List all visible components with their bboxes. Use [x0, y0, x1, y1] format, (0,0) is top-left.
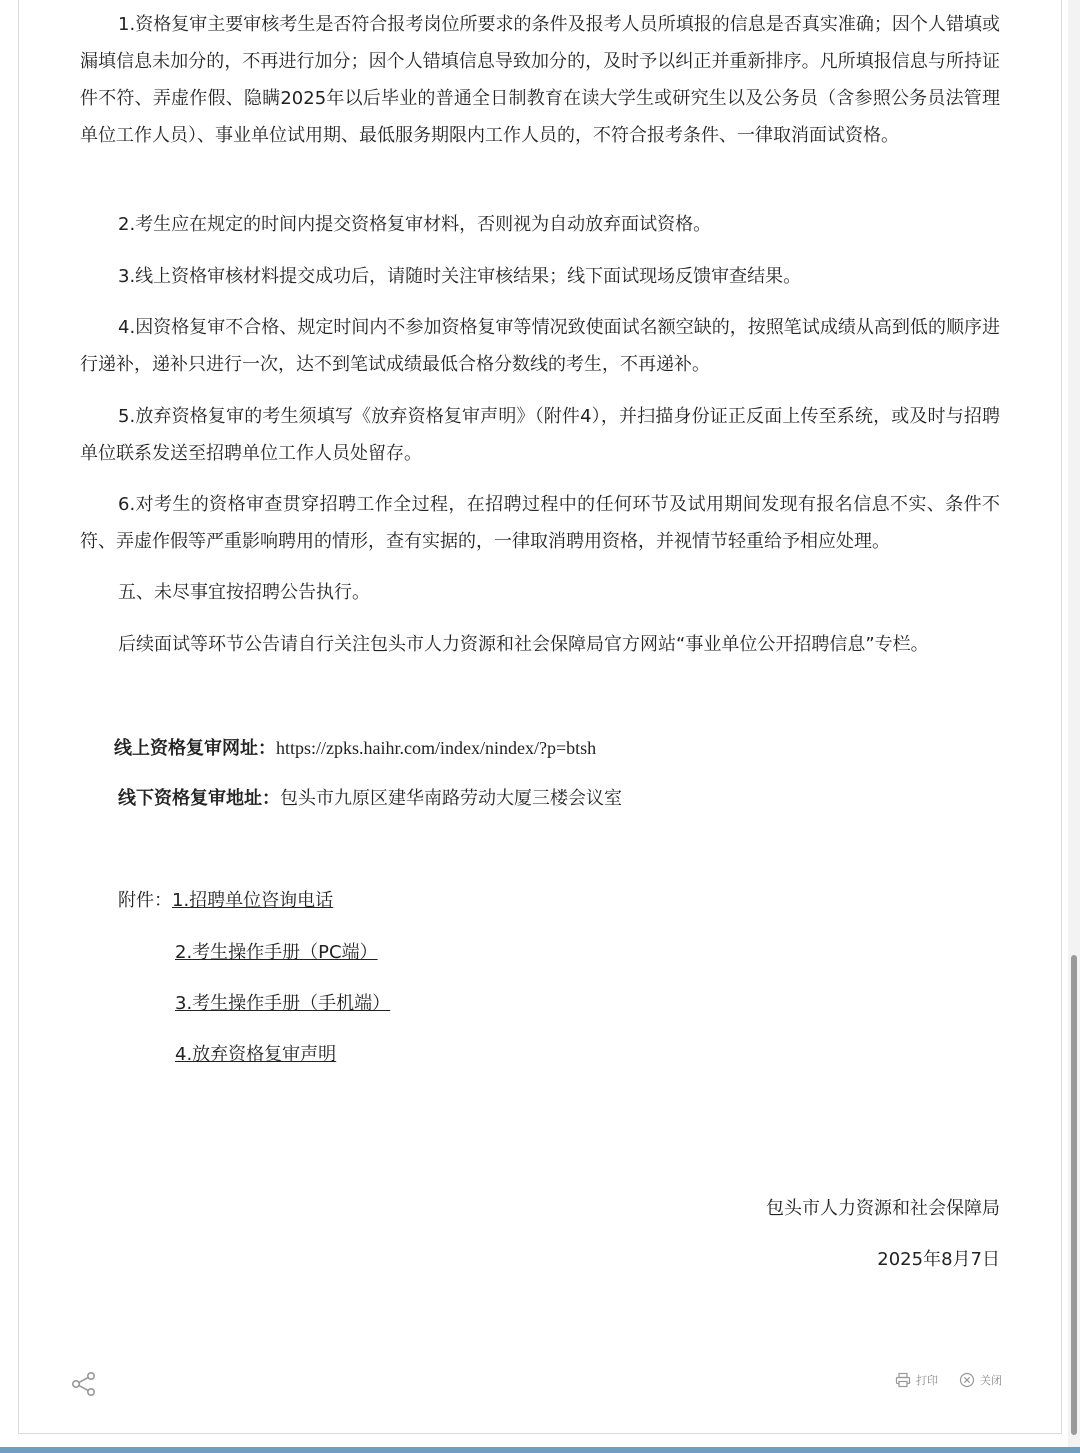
- paragraph-followup: 后续面试等环节公告请自行关注包头市人力资源和社会保障局官方网站“事业单位公开招聘信息”专栏。: [118, 634, 929, 655]
- offline-review-label: 线下资格复审地址：: [118, 788, 280, 809]
- attachment-link-3[interactable]: 3.考生操作手册（手机端）: [175, 993, 391, 1014]
- share-icon[interactable]: [70, 1370, 98, 1398]
- bottom-accent-strip: [0, 1447, 1080, 1453]
- attachment-row-4: [175, 1042, 1080, 1068]
- paragraph-4: 4.因资格复审不合格、规定时间内不参加资格复审等情况致使面试名额空缺的，按照笔试成绩从高到低的顺序进行递补，递补只进行一次，达不到笔试成绩最低合格分数线的考生，不再递补。: [80, 317, 1000, 375]
- close-label: 关闭: [980, 1374, 1002, 1387]
- attachments-row: [118, 888, 1038, 914]
- paragraph-2: 2.考生应在规定的时间内提交资格复审材料，否则视为自动放弃面试资格。: [118, 214, 712, 235]
- paragraph-6: 6.对考生的资格审查贯穿招聘工作全过程，在招聘过程中的任何环节及试用期间发现有报名信息不实、条件不符、弄虚作假等严重影响聘用的情形，查有实据的，一律取消聘用资格，并视情节轻重给予相应处理。: [80, 494, 1000, 552]
- offline-review-address: 包头市九原区建华南路劳动大厦三楼会议室: [280, 788, 622, 809]
- paragraph-section-5: 五、未尽事宜按招聘公告执行。: [118, 582, 370, 603]
- attachment-row-2: [175, 940, 1080, 966]
- signature-date: 2025年8月7日: [877, 1249, 1000, 1270]
- paragraph-3: 3.线上资格审核材料提交成功后，请随时关注审核结果；线下面试现场反馈审查结果。: [118, 266, 802, 287]
- paragraph-1: 1.资格复审主要审核考生是否符合报考岗位所要求的条件及报考人员所填报的信息是否真实准确；因个人错填或漏填信息未加分的，不再进行加分；因个人错填信息导致加分的，及时予以纠正并重新排序。凡所填报信息与所持证件不符、弄虚作假、隐瞒2025年以后毕业的普通全日制教育在读大学生或研究生以及公务员（含参照公务员法管理单位工作人员）、事业单位试用期、最低服务期限内工作人员的，不符合报考条件、一律取消面试资格。: [80, 14, 1000, 146]
- attachment-link-4[interactable]: 4.放弃资格复审声明: [175, 1044, 337, 1065]
- attachment-row-3: [175, 991, 1080, 1017]
- close-icon: [959, 1372, 975, 1388]
- attachments-label: 附件：: [118, 890, 172, 911]
- paragraph-5: 5.放弃资格复审的考生须填写《放弃资格复审声明》（附件4），并扫描身份证正反面上传至系统，或及时与招聘单位联系发送至招聘单位工作人员处留存。: [80, 406, 1000, 464]
- offline-review-row: [118, 786, 1038, 812]
- scrollbar-thumb[interactable]: [1071, 955, 1077, 1435]
- online-review-label: 线上资格复审网址：: [114, 738, 276, 759]
- print-label: 打印: [916, 1374, 938, 1387]
- close-button[interactable]: [959, 1372, 1002, 1388]
- printer-icon: [895, 1372, 911, 1388]
- online-review-row: [114, 735, 1034, 762]
- print-button[interactable]: [895, 1372, 938, 1388]
- signature-org: 包头市人力资源和社会保障局: [766, 1198, 1000, 1219]
- attachment-link-2[interactable]: 2.考生操作手册（PC端）: [175, 942, 378, 963]
- online-review-url[interactable]: https://zpks.haihr.com/index/nindex/?p=btsh: [276, 738, 597, 758]
- attachment-link-1[interactable]: 1.招聘单位咨询电话: [172, 890, 334, 911]
